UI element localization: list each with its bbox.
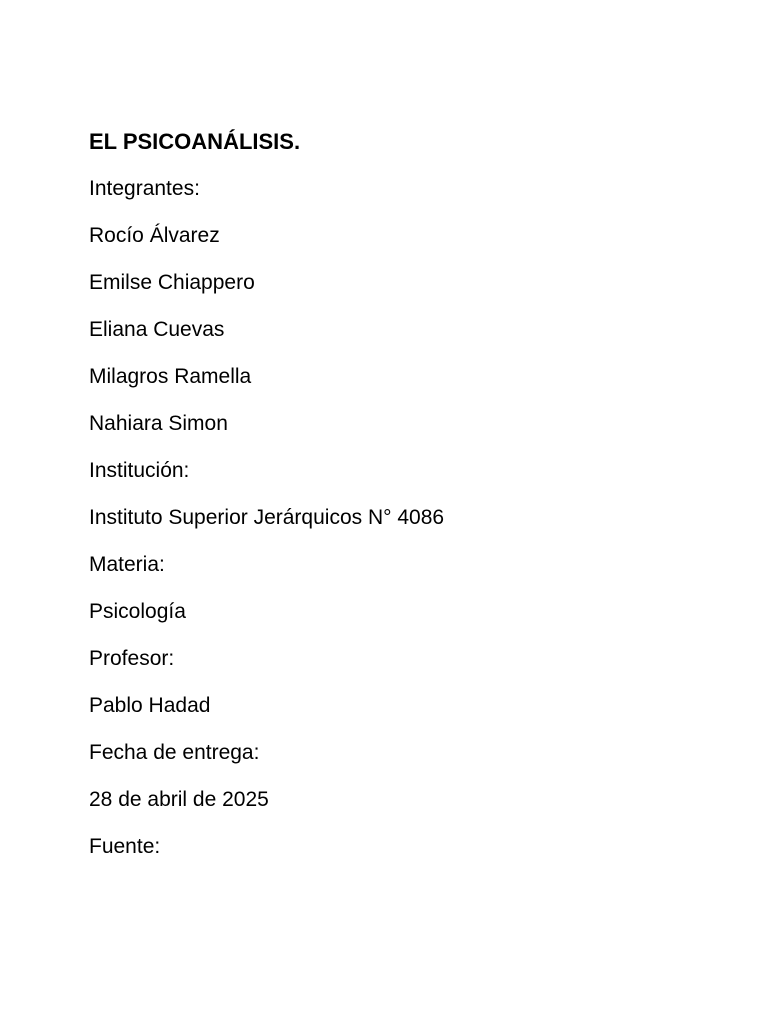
institution-name: Instituto Superior Jerárquicos N° 4086 bbox=[89, 506, 445, 529]
document-title: EL PSICOANÁLISIS. bbox=[89, 129, 301, 154]
member-name: Milagros Ramella bbox=[89, 365, 252, 388]
delivery-date: 28 de abril de 2025 bbox=[89, 788, 269, 811]
label-fecha-entrega: Fecha de entrega: bbox=[89, 741, 260, 764]
label-profesor: Profesor: bbox=[89, 647, 175, 670]
document-body bbox=[89, 128, 689, 880]
label-fuente: Fuente: bbox=[89, 835, 161, 858]
subject-name: Psicología bbox=[89, 600, 186, 623]
member-name: Rocío Álvarez bbox=[89, 224, 220, 247]
professor-name: Pablo Hadad bbox=[89, 694, 211, 717]
member-name: Eliana Cuevas bbox=[89, 318, 225, 341]
member-name: Nahiara Simon bbox=[89, 412, 228, 435]
label-integrantes: Integrantes: bbox=[89, 177, 200, 200]
member-name: Emilse Chiappero bbox=[89, 271, 255, 294]
label-institucion: Institución: bbox=[89, 459, 190, 482]
label-materia: Materia: bbox=[89, 553, 165, 576]
